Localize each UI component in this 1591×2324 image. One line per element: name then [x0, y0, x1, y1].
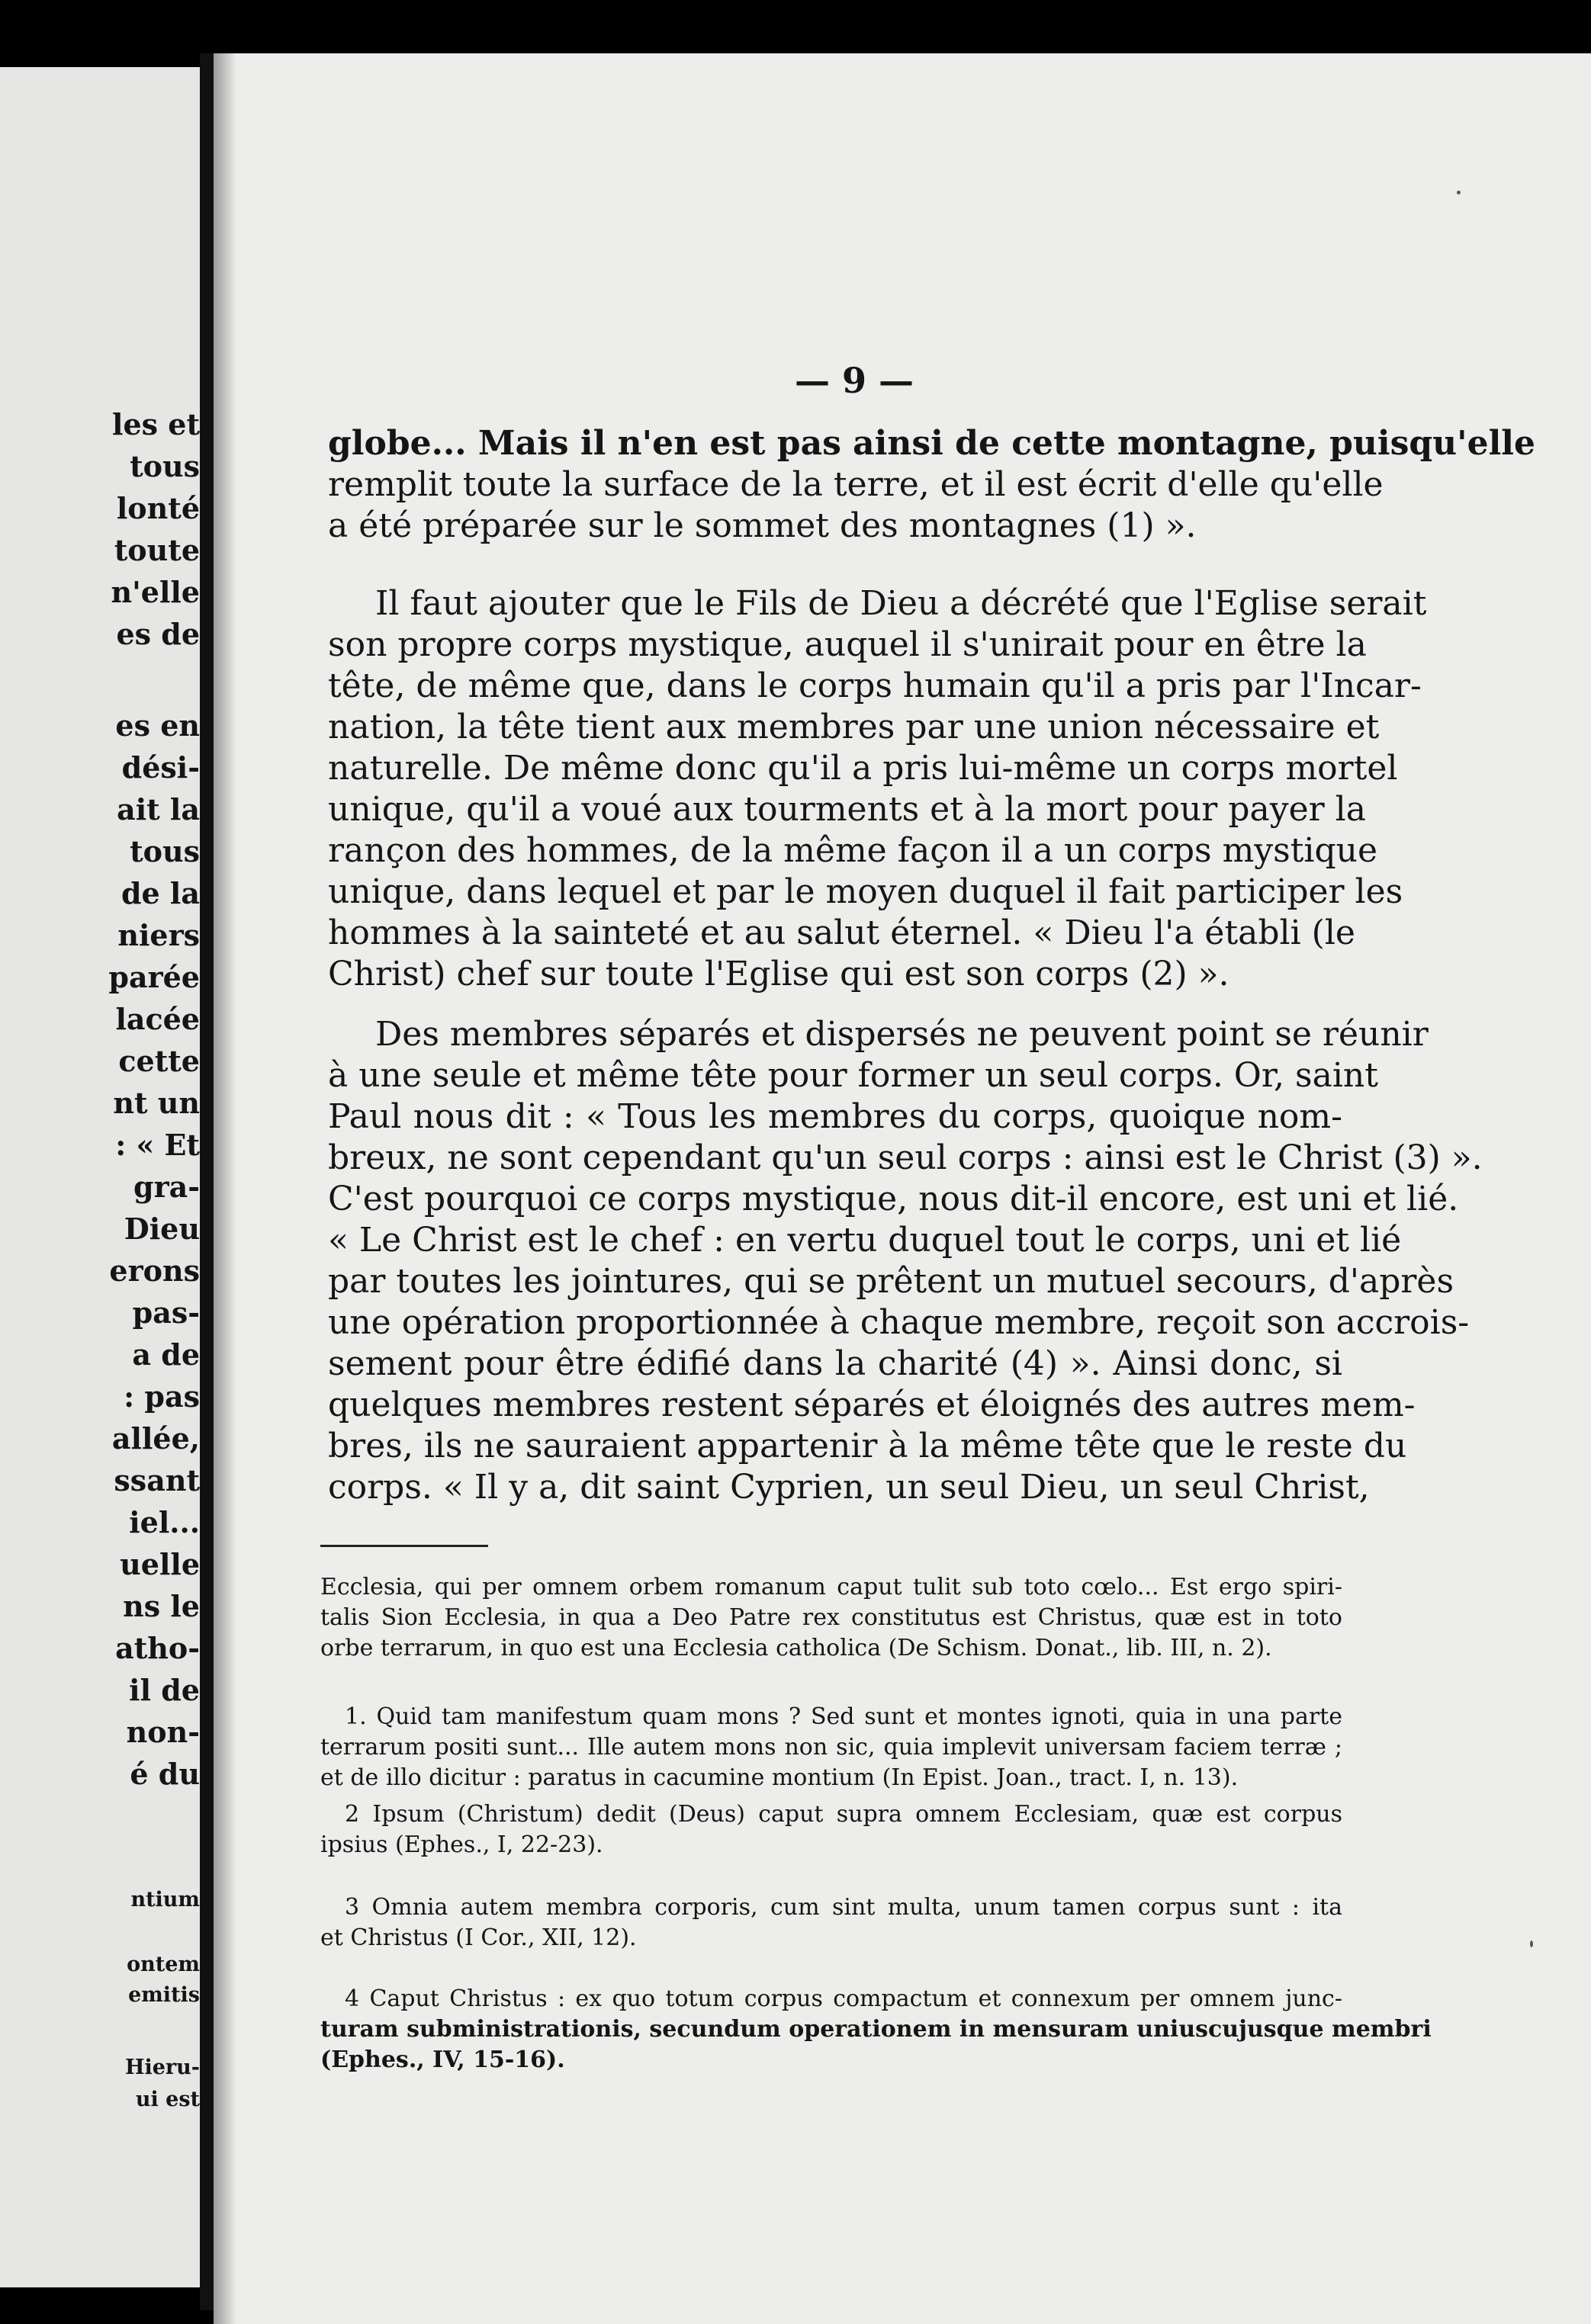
- paragraph-2: [328, 583, 1427, 995]
- text-line: sement pour être édifié dans la charité (4) ». Ainsi donc, si: [328, 1344, 1342, 1383]
- text-line: C'est pourquoi ce corps mystique, nous dit-il encore, est uni et lié.: [328, 1180, 1459, 1218]
- footnote-line: talis Sion Ecclesia, in qua a Deo Patre rex constitutus est Christus, quæ est in toto: [320, 1604, 1342, 1631]
- left-page-line: pas-: [132, 1295, 200, 1330]
- book-gutter: [200, 53, 214, 2310]
- left-page-line: gra-: [133, 1170, 200, 1204]
- text-line: par toutes les jointures, qui se prêtent un mutuel secours, d'après: [328, 1262, 1454, 1301]
- left-page-line: Dieu: [124, 1212, 200, 1246]
- left-page-line: emitis: [128, 1983, 200, 2007]
- left-page-line: iel...: [129, 1505, 200, 1539]
- footnote-line: terrarum positi sunt... Ille autem mons non sic, quia implevit universam faciem terræ ;: [320, 1734, 1342, 1761]
- left-page-line: allée,: [111, 1421, 200, 1456]
- left-page-line: ns le: [123, 1589, 200, 1623]
- left-page-line: tous: [130, 834, 200, 868]
- footnote-line: 1. Quid tam manifestum quam mons ? Sed sunt et montes ignoti, quia in una parte: [345, 1703, 1342, 1730]
- text-line: breux, ne sont cependant qu'un seul corps : ainsi est le Christ (3) ».: [328, 1138, 1483, 1177]
- footnote-line: et de illo dicitur : paratus in cacumine montium (In Epist. Joan., tract. I, n. 13).: [320, 1764, 1239, 1791]
- text-line: quelques membres restent séparés et éloignés des autres mem-: [328, 1385, 1416, 1424]
- footnote-rule: [320, 1545, 488, 1547]
- text-line: remplit toute la surface de la terre, et il est écrit d'elle qu'elle: [328, 465, 1384, 504]
- footnote-line: orbe terrarum, in quo est una Ecclesia catholica (De Schism. Donat., lib. III, n. 2).: [320, 1635, 1272, 1661]
- left-page-line: toute: [114, 533, 200, 567]
- page-number: — 9 —: [794, 360, 914, 401]
- text-line: bres, ils ne sauraient appartenir à la même tête que le reste du: [328, 1427, 1407, 1465]
- left-page-line: atho-: [115, 1631, 200, 1665]
- left-page-line: é du: [130, 1757, 200, 1791]
- left-page-line: nt un: [113, 1086, 200, 1120]
- footnote-3: [320, 1892, 1342, 1953]
- left-page-line: tous: [130, 449, 200, 483]
- footnote-continued: [320, 1572, 1342, 1664]
- footnote-4: [320, 1984, 1432, 2075]
- left-page-line: es de: [116, 617, 200, 651]
- paper-speck: [1530, 1940, 1533, 1947]
- footnote-line: (Ephes., IV, 15-16).: [320, 2046, 565, 2073]
- footnote-line: 3 Omnia autem membra corporis, cum sint multa, unum tamen corpus sunt : ita: [345, 1894, 1342, 1921]
- left-page-line: a de: [132, 1337, 200, 1372]
- footnote-1: [320, 1702, 1342, 1793]
- footnote-line: et Christus (I Cor., XII, 12).: [320, 1924, 637, 1951]
- left-page-line: cette: [118, 1044, 200, 1078]
- paragraph-1: [328, 423, 1536, 547]
- text-line: une opération proportionnée à chaque membre, reçoit son accrois-: [328, 1303, 1470, 1342]
- footnote-line: Ecclesia, qui per omnem orbem romanum caput tulit sub toto cœlo... Est ergo spiri-: [320, 1574, 1342, 1600]
- footnote-line: 2 Ipsum (Christum) dedit (Deus) caput supra omnem Ecclesiam, quæ est corpus: [345, 1801, 1342, 1828]
- left-page-line: ui est: [135, 2088, 200, 2111]
- text-line: nation, la tête tient aux membres par une union nécessaire et: [328, 708, 1380, 746]
- footnote-2: [320, 1799, 1342, 1860]
- paper-speck: [1457, 191, 1461, 194]
- text-line: a été préparée sur le sommet des montagnes (1) ».: [328, 506, 1197, 545]
- left-page-line: : « Et: [115, 1128, 200, 1162]
- footnote-line: turam subministrationis, secundum operationem in mensuram uniuscujusque membri: [320, 2016, 1432, 2043]
- paragraph-3: [328, 1014, 1483, 1508]
- left-page-line: ait la: [117, 792, 200, 827]
- left-page-line: lonté: [116, 491, 200, 525]
- left-page-line: : pas: [124, 1379, 200, 1414]
- left-page-line: niers: [117, 918, 200, 952]
- left-page-line: lacée: [115, 1002, 200, 1036]
- text-line: unique, qu'il a voué aux tourments et à la mort pour payer la: [328, 790, 1366, 829]
- left-page-line: parée: [108, 960, 200, 994]
- text-line: corps. « Il y a, dit saint Cyprien, un seul Dieu, un seul Christ,: [328, 1468, 1370, 1507]
- text-line: naturelle. De même donc qu'il a pris lui-même un corps mortel: [328, 749, 1398, 788]
- text-line: à une seule et même tête pour former un seul corps. Or, saint: [328, 1056, 1378, 1095]
- text-line: « Le Christ est le chef : en vertu duquel tout le corps, uni et lié: [328, 1221, 1402, 1260]
- text-line: globe... Mais il n'en est pas ainsi de cette montagne, puisqu'elle: [328, 424, 1536, 463]
- left-page-line: ontem: [127, 1953, 200, 1976]
- left-page-line: dési-: [121, 750, 200, 785]
- left-page-line: ntium: [130, 1888, 200, 1912]
- left-page-line: erons: [109, 1253, 200, 1288]
- text-line: Des membres séparés et dispersés ne peuvent point se réunir: [375, 1015, 1429, 1054]
- left-page-line: Hieru-: [124, 2056, 200, 2079]
- left-page-line: les et: [112, 407, 200, 441]
- footnote-line: ipsius (Ephes., I, 22-23).: [320, 1831, 603, 1858]
- left-page-line: n'elle: [111, 575, 200, 609]
- text-line: tête, de même que, dans le corps humain qu'il a pris par l'Incar-: [328, 666, 1422, 705]
- text-line: rançon des hommes, de la même façon il a un corps mystique: [328, 831, 1378, 870]
- left-page-line: de la: [121, 876, 200, 910]
- left-page-line: non-: [126, 1715, 200, 1749]
- left-page-line: es en: [115, 708, 200, 743]
- text-line: unique, dans lequel et par le moyen duquel il fait participer les: [328, 872, 1403, 911]
- text-line: Il faut ajouter que le Fils de Dieu a décrété que l'Eglise serait: [375, 584, 1427, 623]
- text-line: son propre corps mystique, auquel il s'unirait pour en être la: [328, 625, 1367, 664]
- page-shadow: [214, 53, 236, 2324]
- text-line: Paul nous dit : « Tous les membres du corps, quoique nom-: [328, 1097, 1342, 1136]
- left-page-line: ssant: [114, 1463, 200, 1497]
- left-page-line: il de: [129, 1673, 200, 1707]
- text-line: Christ) chef sur toute l'Eglise qui est son corps (2) ».: [328, 955, 1229, 993]
- left-page: [0, 67, 200, 2287]
- text-line: hommes à la sainteté et au salut éternel. « Dieu l'a établi (le: [328, 913, 1355, 952]
- left-page-line: uelle: [120, 1547, 200, 1581]
- footnote-line: 4 Caput Christus : ex quo totum corpus compactum et connexum per omnem junc-: [345, 1985, 1342, 2012]
